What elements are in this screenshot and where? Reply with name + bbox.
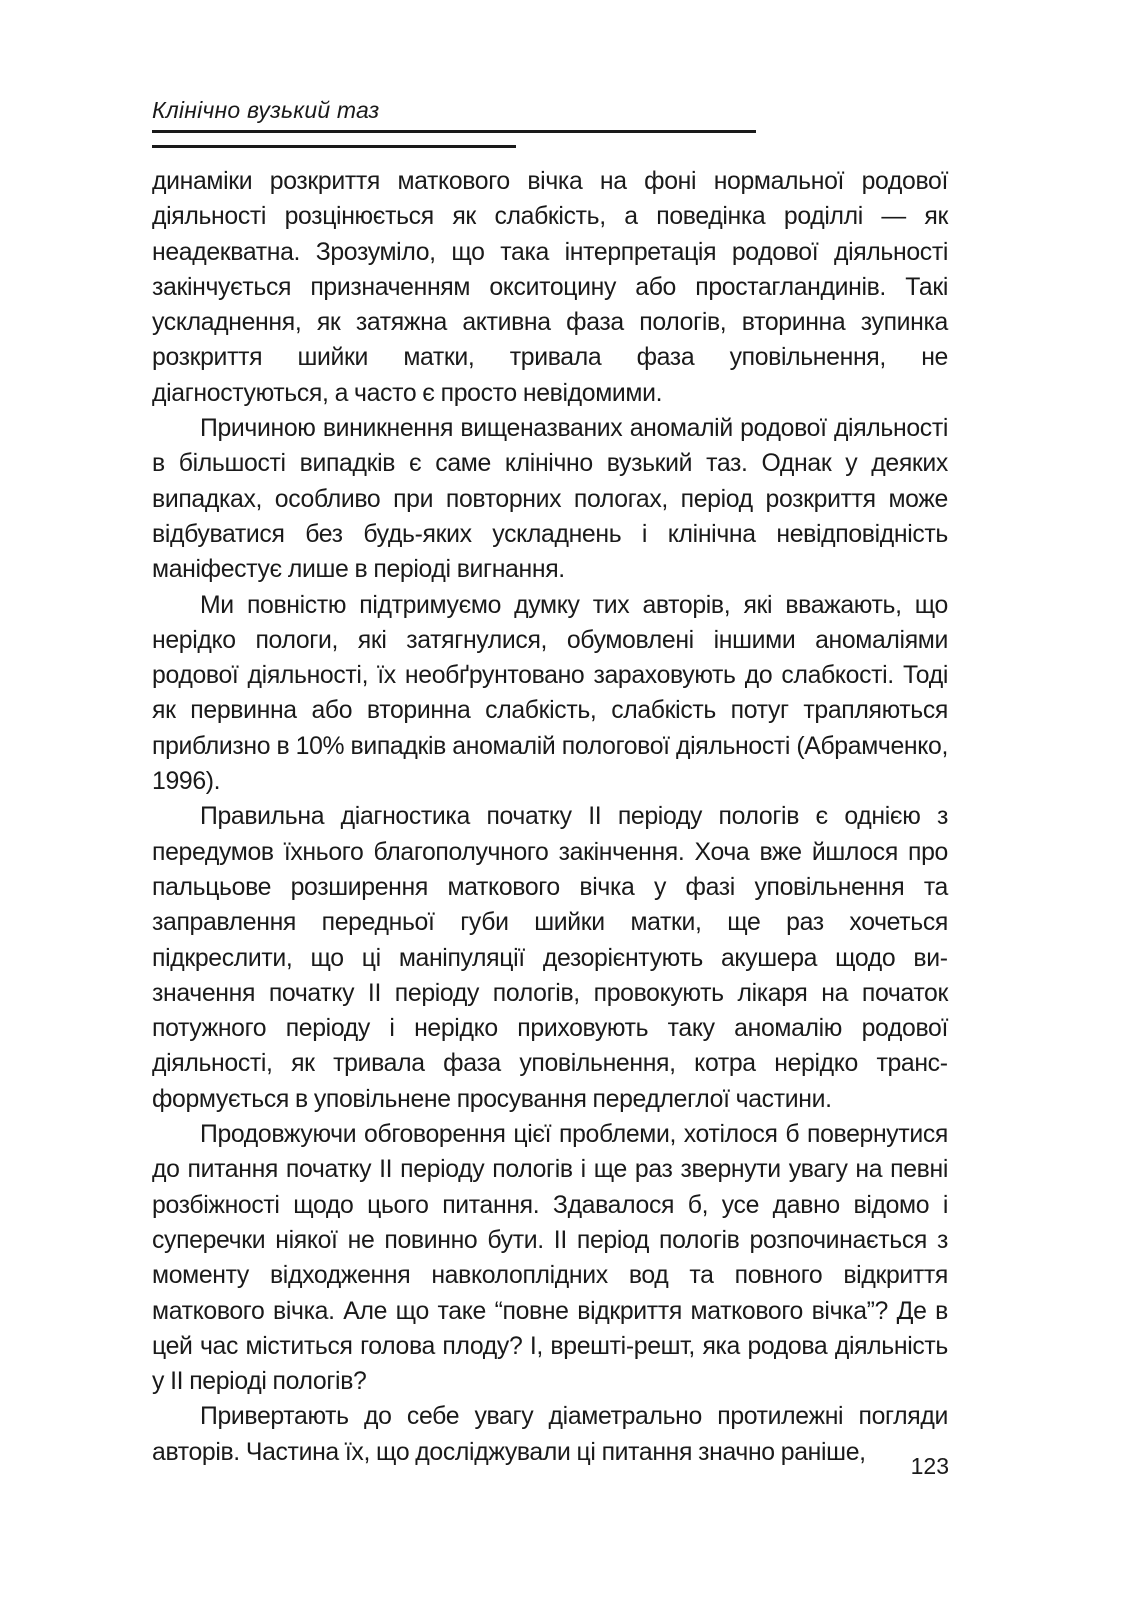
paragraph-4: Правильна діагностика початку ІІ періоду пологів є однією з передумов їхнього благополучного закінчення. Хоча вже йшлося про пальцьове розширення маткового вічка у фазі уповільнення та заправлення передньої губи шийки матки, ще раз хочеться підкреслити, що ці маніпуляції дезорієнтують акушера щодо визначення початку ІІ періоду пологів, провокують лікаря на початок потужного періоду і нерідко приховують таку аномалію родової діяльності, як тривала фаза уповільнення, котра нерідко трансформується в уповільнене просування передлеглої частини. (152, 803, 948, 1113)
paragraph-5: Продовжуючи обговорення цієї проблеми, хотілося б повернутися до питання початку ІІ періоду пологів і ще раз звернути увагу на певні розбіжності щодо цього питання. Здавалося б, усе давно відомо і суперечки ніякої не повинно бути. ІІ період пологів розпочинається з моменту відходження навколоплідних вод та повного відкриття маткового вічка. Але що таке “повне відкриття маткового вічка”? Де в цей час міститься голова плоду? І, врешті-решт, яка родова діяльність у ІІ періоді пологів? (152, 1121, 948, 1396)
body-text (152, 164, 948, 1470)
paragraph-2: Причиною виникнення вищеназваних аномалій родової діяльності в більшості випадків є саме клінічно вузький таз. Однак у деяких випадках, особливо при повторних пологах, період розкриття може відбуватися без будь-яких ускладнень і клінічна невідповідність маніфестує лише в періоді вигнання. (152, 415, 948, 584)
paragraph-3: Ми повністю підтримуємо думку тих авторів, які вважають, що нерідко пологи, які затягнулися, обумовлені іншими аномаліями родової діяльності, їх необґрунтовано зараховують до слабкості. Тоді як первинна або вторинна слабкість, слабкість потуг трапляються приблизно в 10% випадків аномалій пологової діяльності (Абрамченко, 1996). (152, 591, 948, 796)
header-rule-long (152, 130, 756, 133)
paragraph-6: Привертають до себе увагу діаметрально протилежні погляди авторів. Частина їх, що досліджували ці питання значно раніше, (152, 1403, 948, 1466)
paragraph-1: динаміки розкриття маткового вічка на фоні нормальної родової діяльності розцінюється як слабкість, а поведінка роділлі — як неадекватна. Зрозуміло, що така інтерпретація родової діяльності закінчується призначенням окситоцину або простагландинів. Такі ускладнення, як затяжна активна фаза пологів, вторинна зупинка розкриття шийки матки, тривала фаза уповільнення, не діагностуються, а часто є просто невідомими. (152, 168, 948, 407)
header-rule-short (152, 145, 516, 148)
page-number: 123 (910, 1453, 949, 1479)
running-title: Клінічно вузький таз (152, 97, 380, 123)
